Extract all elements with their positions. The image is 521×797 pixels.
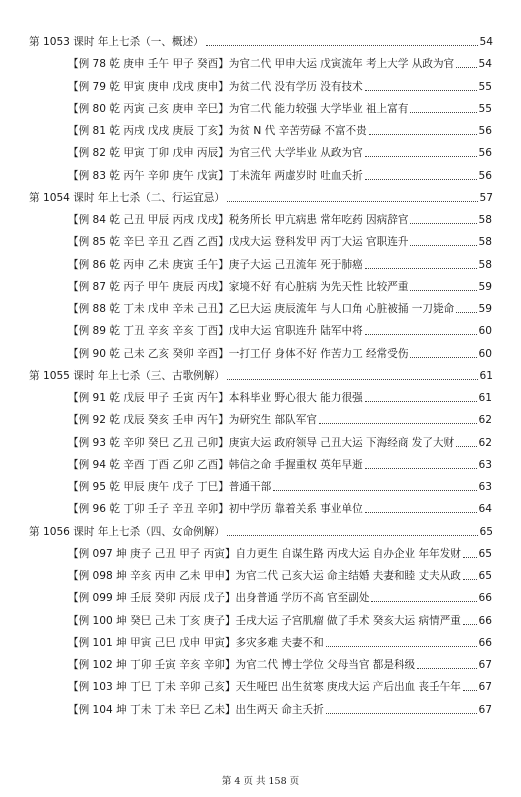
toc-page-number: 63: [478, 481, 492, 493]
toc-page-number: 56: [478, 125, 492, 137]
toc-entry-title: 【例 90 乾 己未 乙亥 癸卯 辛酉】一打工仔 身体不好 作苦力工 经常受伤: [68, 347, 409, 360]
toc-entry-title: 【例 100 坤 癸巳 己未 丁亥 庚子】壬戌大运 子宫肌瘤 做了手术 癸亥大运 病情严重: [68, 614, 461, 627]
toc-page-number: 65: [478, 570, 492, 582]
toc-entry-title: 【例 85 乾 辛巳 辛丑 乙酉 乙酉】戊戌大运 登科发甲 丙丁大运 官职连升: [68, 236, 409, 249]
toc-dot-leader: [365, 334, 477, 335]
toc-dot-leader: [417, 668, 476, 669]
toc-page-number: 56: [478, 169, 492, 182]
toc-page-number: 67: [478, 659, 492, 671]
page-footer: 第 4 页 共 158 页: [221, 776, 300, 787]
toc-dot-leader: [206, 45, 478, 46]
toc-page-number: 62: [478, 414, 492, 427]
toc-entry-row: [68, 120, 492, 138]
toc-dot-leader: [410, 245, 476, 246]
toc-page-number: 62: [478, 436, 492, 449]
toc-page-number: 61: [478, 392, 492, 404]
toc-entry-title: 【例 101 坤 甲寅 己巳 戊申 甲寅】多灾多难 夫妻不和: [68, 636, 324, 649]
toc-entry-row: [68, 587, 492, 605]
toc-dot-leader: [365, 468, 477, 469]
toc-dot-leader: [319, 423, 477, 424]
toc-section-row: [29, 521, 493, 539]
toc-page-number: 54: [478, 58, 492, 71]
toc-page-number: 54: [479, 36, 493, 48]
toc-entry-title: 【例 84 乾 己丑 甲辰 丙戌 戊戌】税务所长 甲亢病患 常年吃药 因病辞官: [68, 214, 409, 226]
toc-page-number: 61: [479, 369, 493, 382]
toc-section-title: 第 1055 课时 年上七杀（三、古歌例解）: [29, 369, 225, 382]
toc-dot-leader: [410, 357, 476, 358]
toc-entry-title: 【例 93 乾 辛卯 癸巳 乙丑 己卯】庚寅大运 政府领导 己丑大运 下海经商 发了大财: [68, 436, 455, 449]
toc-entry-title: 【例 098 坤 辛亥 丙申 乙未 甲申】为官二代 己亥大运 命主结婚 夫妻和睦 丈夫从政: [68, 570, 461, 582]
toc-page-number: 59: [478, 303, 492, 315]
toc-entry-row: [68, 610, 492, 628]
toc-entry-row: [68, 209, 492, 227]
toc-dot-leader: [365, 512, 477, 513]
toc-entry-row: [68, 565, 492, 583]
toc-page-number: 67: [478, 681, 492, 694]
toc-entry-row: [68, 53, 492, 71]
toc-dot-leader: [463, 690, 477, 691]
toc-entry-title: 【例 83 乾 丙午 辛卯 庚午 戊寅】丁未流年 两虚岁时 吐血夭折: [68, 169, 363, 182]
toc-entry-row: [68, 298, 492, 316]
toc-entry-row: [68, 432, 492, 450]
toc-page-number: 66: [478, 636, 492, 649]
toc-section-row: [29, 187, 493, 205]
toc-entry-row: [68, 498, 492, 516]
toc-dot-leader: [365, 90, 477, 91]
toc-page-number: 66: [478, 614, 492, 627]
toc-entry-row: [68, 476, 492, 494]
toc-page-number: 58: [478, 214, 492, 226]
toc-dot-leader: [456, 312, 476, 313]
toc-page-number: 67: [478, 703, 492, 716]
toc-dot-leader: [365, 179, 477, 180]
toc-entry-row: [68, 98, 492, 116]
toc-dot-leader: [227, 535, 478, 536]
toc-entry-row: [68, 654, 492, 672]
toc-entry-title: 【例 79 乾 甲寅 庚申 戊戌 庚申】为贫二代 没有学历 没有技术: [68, 80, 363, 93]
toc-entry-row: [68, 276, 492, 294]
toc-entry-row: [68, 409, 492, 427]
toc-section-row: [29, 31, 493, 49]
toc-dot-leader: [369, 134, 477, 135]
toc-dot-leader: [456, 446, 476, 447]
toc-section-title: 第 1054 课时 年上七杀（二、行运宜忌）: [29, 191, 225, 204]
toc-dot-leader: [410, 223, 476, 224]
toc-entry-row: [68, 320, 492, 338]
toc-entry-title: 【例 82 乾 甲寅 丁卯 戊申 丙辰】为官三代 大学毕业 从政为官: [68, 147, 363, 160]
toc-dot-leader: [227, 201, 478, 202]
toc-page-number: 60: [478, 347, 492, 360]
toc-entry-title: 【例 87 乾 丙子 甲午 庚辰 丙戌】家境不好 有心脏病 为先天性 比较严重: [68, 280, 409, 293]
toc-section-title: 第 1056 课时 年上七杀（四、女命例解）: [29, 525, 225, 538]
toc-dot-leader: [365, 401, 477, 402]
toc-dot-leader: [463, 624, 477, 625]
toc-entry-row: [68, 142, 492, 160]
toc-entry-title: 【例 102 坤 丁卯 壬寅 辛亥 辛卯】为官二代 博士学位 父母当官 都是科级: [68, 659, 416, 671]
toc-entry-title: 【例 099 坤 壬辰 癸卯 丙辰 戊子】出身普通 学历不高 官至副处: [68, 592, 370, 605]
toc-entry-row: [68, 343, 492, 361]
toc-entry-row: [68, 632, 492, 650]
toc-page-number: 65: [479, 525, 493, 538]
toc-page-number: 58: [478, 236, 492, 249]
toc-page-number: 66: [478, 592, 492, 605]
toc-entry-row: [68, 387, 492, 405]
toc-page-number: 58: [478, 258, 492, 271]
toc-dot-leader: [371, 601, 476, 602]
toc-dot-leader: [326, 713, 477, 714]
toc-page-number: 55: [478, 102, 492, 115]
toc-entry-title: 【例 95 乾 甲辰 庚午 戊子 丁巳】普通干部: [68, 481, 272, 493]
toc-entry-title: 【例 103 坤 丁巳 丁未 辛卯 己亥】天生哑巴 出生贫寒 庚戌大运 产后出血 丧壬午年: [68, 681, 461, 694]
toc-entry-row: [68, 543, 492, 561]
toc-entry-row: [68, 676, 492, 694]
toc-entry-title: 【例 78 乾 庚申 壬午 甲子 癸酉】为官二代 甲申大运 戊寅流年 考上大学 从政为官: [68, 58, 455, 71]
toc-page-number: 59: [478, 280, 492, 293]
toc-entry-row: [68, 254, 492, 272]
toc-dot-leader: [456, 67, 476, 68]
toc-entry-title: 【例 94 乾 辛酉 丁酉 乙卯 乙酉】韩信之命 手握重权 英年早逝: [68, 458, 363, 471]
toc-dot-leader: [273, 490, 476, 491]
toc-page-number: 57: [479, 191, 493, 204]
toc-entry-row: [68, 231, 492, 249]
toc-page-number: 65: [478, 547, 492, 560]
toc-page-number: 63: [478, 458, 492, 471]
toc-dot-leader: [410, 290, 476, 291]
toc-dot-leader: [326, 646, 477, 647]
toc-entry-row: [68, 454, 492, 472]
toc-page-number: 55: [478, 80, 492, 93]
toc-entry-row: [68, 76, 492, 94]
toc-dot-leader: [365, 156, 477, 157]
toc-section-title: 第 1053 课时 年上七杀（一、概述）: [29, 36, 204, 48]
toc-entry-title: 【例 104 坤 丁未 丁未 辛巳 乙未】出生两天 命主夭折: [68, 703, 324, 716]
toc-entry-title: 【例 86 乾 丙申 乙未 庚寅 壬午】庚子大运 己丑流年 死于肺癌: [68, 258, 363, 271]
toc-entry-title: 【例 88 乾 丁未 戊申 辛未 己丑】乙巳大运 庚辰流年 与人口角 心脏被捅 一刀毙命: [68, 303, 455, 315]
toc-page-number: 60: [478, 325, 492, 338]
toc-page-number: 56: [478, 147, 492, 160]
toc-section-row: [29, 365, 493, 383]
toc-entry-row: [68, 165, 492, 183]
toc-dot-leader: [410, 112, 476, 113]
toc-entry-title: 【例 81 乾 丙戌 戊戌 庚辰 丁亥】为贫 N 代 辛苦劳碌 不富不贵: [68, 125, 367, 137]
toc-entry-title: 【例 89 乾 丁丑 辛亥 辛亥 丁酉】戊申大运 官职连升 陆军中将: [68, 325, 363, 338]
toc-dot-leader: [463, 557, 477, 558]
toc-entry-title: 【例 92 乾 戊辰 癸亥 壬申 丙午】为研究生 部队军官: [68, 414, 317, 427]
toc-dot-leader: [365, 268, 477, 269]
toc-entry-title: 【例 91 乾 戊辰 甲子 壬寅 丙午】本科毕业 野心很大 能力很强: [68, 392, 363, 404]
toc-entry-title: 【例 097 坤 庚子 己丑 甲子 丙寅】自力更生 自谋生路 丙戌大运 自办企业 年年发财: [68, 547, 461, 560]
toc-page-number: 64: [478, 503, 492, 516]
toc-entry-title: 【例 80 乾 丙寅 己亥 庚申 辛巳】为官二代 能力较强 大学毕业 祖上富有: [68, 102, 409, 115]
toc-dot-leader: [227, 379, 478, 380]
toc-entry-row: [68, 699, 492, 717]
toc-entry-title: 【例 96 乾 丁卯 壬子 辛丑 辛卯】初中学历 靠着关系 事业单位: [68, 503, 363, 516]
toc-dot-leader: [463, 579, 477, 580]
